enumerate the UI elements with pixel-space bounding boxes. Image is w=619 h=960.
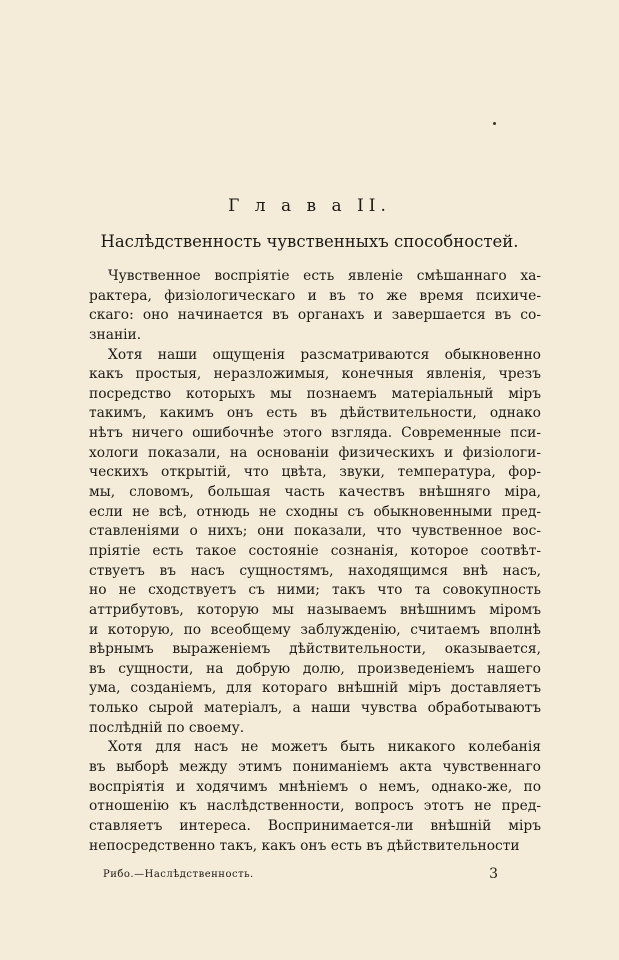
text-line: ческихъ открытій, что цвѣта, звуки, температура, фор- [89, 464, 541, 481]
text-line: такимъ, какимъ онъ есть въ дѣйствительности, однако [89, 405, 541, 422]
text-line: непосредственно такъ, какъ онъ есть въ дѣйствительности [89, 837, 520, 854]
page-footer [89, 868, 541, 884]
text-line: ствуетъ въ насъ сущностямъ, находящимся внѣ насъ, [89, 562, 541, 579]
text-line: ставляетъ интереса. Воспринимается-ли внѣшній міръ [89, 817, 541, 834]
text-line: только сырой матеріалъ, а наши чувства обработываютъ [89, 700, 541, 717]
text-line: пріятіе есть такое состояніе сознанія, которое соотвѣт- [89, 542, 541, 559]
text-line: Хотя для насъ не можетъ быть никакого колебанія [108, 739, 541, 756]
running-title: Рибо.—Наслѣдственность. [103, 869, 254, 880]
text-line: вѣрнымъ выраженіемъ дѣйствительности, оказывается, [89, 641, 541, 658]
text-line: хологи показали, на основаніи физическихъ и физіологи- [89, 444, 541, 461]
text-line: если не всѣ, отнюдь не сходны съ обыкновенными пред- [89, 503, 541, 520]
text-line: ума, созданіемъ, для котораго внѣшній міръ доставляетъ [89, 680, 541, 697]
body-text [89, 267, 541, 856]
text-line: нѣтъ ничего ошибочнѣе этого взгляда. Современные пси- [89, 425, 541, 442]
text-line: мы, словомъ, большая часть качествъ внѣшняго міра, [89, 484, 541, 501]
paragraph-3 [89, 738, 541, 856]
text-line: въ выборѣ между этимъ пониманіемъ акта чувственнаго [89, 759, 541, 776]
text-line: Чувственное воспріятіе есть явленіе смѣшаннаго ха- [108, 268, 541, 284]
ink-speck [493, 122, 496, 125]
paragraph-2 [89, 346, 541, 739]
paragraph-1 [89, 267, 541, 346]
chapter-title: Наслѣдственность чувственныхъ способностей. [100, 232, 519, 251]
text-line: аттрибутовъ, которую мы называемъ внѣшнимъ міромъ [89, 601, 541, 618]
text-line: рактера, физіологическаго и въ то же время психиче- [89, 287, 541, 304]
text-line: отношенію къ наслѣдственности, вопросъ этотъ не пред- [89, 798, 541, 815]
text-line: посредство которыхъ мы познаемъ матеріальный міръ [89, 385, 541, 402]
text-line: и которую, по всеобщему заблужденію, считаемъ вполнѣ [89, 621, 541, 638]
chapter-heading: Г л а в а II. [228, 196, 391, 216]
text-line: ставленіями о нихъ; они показали, что чувственное вос- [89, 523, 541, 540]
page-number: 3 [489, 866, 498, 882]
text-line: воспріятія и ходячимъ мнѣніемъ о немъ, однако-же, по [89, 778, 541, 795]
text-line: но не сходствуетъ съ ними; такъ что та совокупность [89, 582, 541, 599]
text-line: въ сущности, на добрую долю, произведеніемъ нашего [89, 660, 541, 677]
text-line: какъ простыя, неразложимыя, конечныя явленія, чрезъ [89, 366, 541, 383]
text-line: Хотя наши ощущенія разсматриваются обыкновенно [108, 346, 541, 363]
text-line: скаго: оно начинается въ органахъ и завершается въ со- [89, 307, 541, 324]
text-line: знаніи. [89, 326, 142, 343]
text-line: послѣдній по своему. [89, 719, 245, 736]
